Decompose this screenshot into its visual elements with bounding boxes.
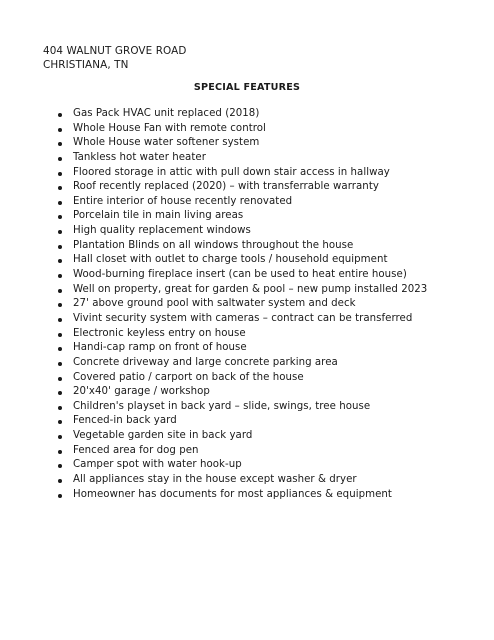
feature-text: 20'x40' garage / workshop [73,386,210,398]
bullet-icon [58,157,62,161]
feature-text: Gas Pack HVAC unit replaced (2018) [73,108,260,119]
feature-text: Vivint security system with cameras – contract can be transferred [73,312,413,324]
feature-text: Fenced-in back yard [73,415,177,427]
feature-item [58,122,488,137]
feature-item [58,151,488,166]
bullet-icon [58,201,62,205]
bullet-icon [58,318,62,322]
bullet-icon [58,230,62,234]
bullet-icon [58,479,62,483]
feature-text: Children's playset in back yard – slide, swings, tree house [73,400,371,412]
feature-text: Entire interior of house recently renovated [73,195,293,207]
feature-item [58,107,488,122]
feature-item [58,341,488,356]
address-street: 404 WALNUT GROVE ROAD [43,45,187,57]
feature-item [58,312,488,327]
feature-text: Porcelain tile in main living areas [73,210,244,222]
feature-text: Handi-cap ramp on front of house [73,342,247,354]
feature-text: Whole House water softener system [73,137,260,149]
bullet-icon [58,172,62,176]
bullet-icon [58,186,62,190]
bullet-icon [58,450,62,454]
feature-item [58,224,488,239]
feature-item [58,327,488,342]
feature-text: Covered patio / carport on back of the house [73,371,304,383]
address-city-state: CHRISTIANA, TN [43,59,129,71]
feature-item [58,180,488,195]
bullet-icon [58,464,62,468]
feature-item [58,253,488,268]
feature-item [58,297,488,312]
feature-item [58,356,488,371]
feature-item [58,444,488,459]
feature-text: Plantation Blinds on all windows throughout the house [73,239,354,251]
feature-item [58,414,488,429]
bullet-icon [58,391,62,395]
feature-text: Homeowner has documents for most appliances & equipment [73,488,392,500]
bullet-icon [58,128,62,132]
feature-text: Fenced area for dog pen [73,444,199,456]
feature-item [58,239,488,254]
feature-item [58,473,488,488]
feature-text: Wood-burning fireplace insert (can be used to heat entire house) [73,269,407,281]
bullet-icon [58,259,62,263]
feature-item [58,209,488,224]
feature-text: All appliances stay in the house except washer & dryer [73,474,357,486]
feature-item [58,166,488,181]
feature-item [58,195,488,210]
feature-item [58,371,488,386]
bullet-icon [58,377,62,381]
feature-text: Camper spot with water hook-up [73,459,242,471]
feature-text: Concrete driveway and large concrete parking area [73,356,338,368]
feature-item [58,136,488,151]
bullet-icon [58,142,62,146]
bullet-icon [58,333,62,337]
feature-text: 27' above ground pool with saltwater system and deck [73,298,356,310]
bullet-icon [58,274,62,278]
feature-text: Roof recently replaced (2020) – with transferrable warranty [73,181,379,193]
feature-item [58,385,488,400]
property-address [43,44,186,72]
bullet-icon [58,406,62,410]
feature-text: Hall closet with outlet to charge tools / household equipment [73,254,388,266]
feature-text: High quality replacement windows [73,225,251,237]
bullet-icon [58,420,62,424]
feature-text: Well on property, great for garden & pool – new pump installed 2023 [73,283,428,295]
bullet-icon [58,289,62,293]
feature-item [58,400,488,415]
feature-text: Vegetable garden site in back yard [73,430,253,442]
bullet-icon [58,215,62,219]
bullet-icon [58,494,62,498]
bullet-icon [58,303,62,307]
bullet-icon [58,113,62,117]
feature-text: Floored storage in attic with pull down stair access in hallway [73,166,390,178]
feature-item [58,458,488,473]
bullet-icon [58,362,62,366]
feature-item [58,429,488,444]
section-heading: SPECIAL FEATURES [193,82,301,93]
feature-text: Tankless hot water heater [73,151,206,163]
feature-item [58,268,488,283]
bullet-icon [58,245,62,249]
feature-item [58,488,488,503]
features-list [58,107,488,502]
bullet-icon [58,347,62,351]
feature-text: Whole House Fan with remote control [73,122,266,134]
bullet-icon [58,435,62,439]
feature-text: Electronic keyless entry on house [73,327,246,339]
feature-item [58,283,488,298]
